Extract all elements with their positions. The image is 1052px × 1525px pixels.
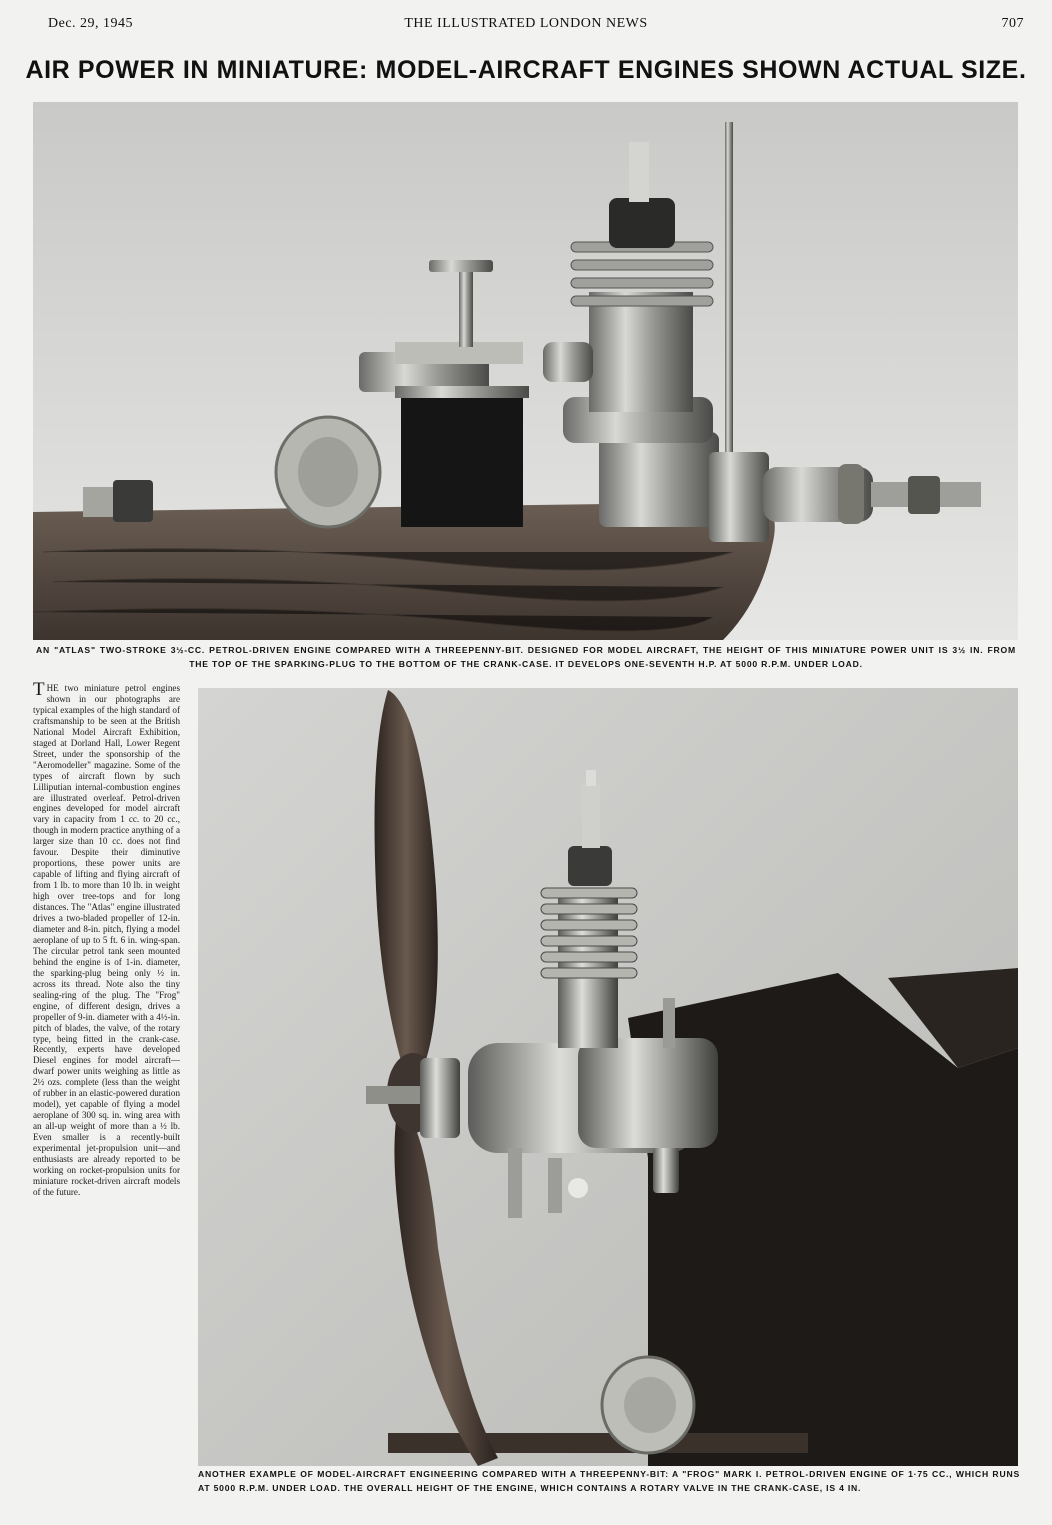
article-text: HE two miniature petrol engines shown in our photographs are typical examples of the high standard of craftsmanship to be seen at the British National Model Aircraft Exhibition, staged at Dorland Hall, Lower Regent Street, under the sponsorship of the "Aeromodeller" magazine. Some of the types of aircraft flown by such Lilliputian internal-combustion engines are illustrated overleaf. Petrol-driven engines developed for model aircraft vary in capacity from 1 cc. to 20 cc., though in modern practice anything of a larger size than 10 cc. does not find favour. Despite their diminutive proportions, these power units are capable of lifting and flying aircraft of from 1 lb. to more than 10 lb. in weight high over tree-tops and for long distances. The "Atlas" engine illustrated drives a two-bladed propeller of 12-in. diameter and 8-in. pitch, flying a model aeroplane of up to 5 ft. 6 in. wing-span. The circular petrol tank seen mounted behind the engine is of 1-in. diameter, the sparking-plug being only ½ in. across its thread. Note also the tiny sealing-ring of the plug. The "Frog" engine, of different design, drives a propeller of 9-in. diameter with a 4½-in. pitch of blades, the valve, of the rotary type, being fitted in the crank-case. Recently, experts have developed Diesel engines for model aircraft—dwarf power units weighing as little as 2½ ozs. complete (less than the weight of rubber in an elastic-powered duration model), yet capable of flying a model aeroplane of 300 sq. in. wing area with an all-up weight of more than a ½ lb. Even smaller is a recently-built experimental jet-propulsion unit—and enthusiasts are already reported to be working on rocket-propulsion units for miniature rocket-driven aircraft models of the future.: [33, 683, 180, 1197]
atlas-engine-photo: [33, 102, 1018, 640]
frog-photo-caption: ANOTHER EXAMPLE OF MODEL-AIRCRAFT ENGINEERING COMPARED WITH A THREEPENNY-BIT: A "FROG" MARK I. PETROL-DRIVEN ENGINE OF 1·75 CC., WHICH RUNS AT 5000 R.P.M. UNDER LOAD. THE OVERALL HEIGHT OF THE ENGINE, WHICH CONTAINS A ROTARY VALVE IN THE CRANK-CASE, IS 4 IN.: [198, 1469, 1020, 1493]
frog-engine-photo: [198, 688, 1018, 1466]
headline: AIR POWER IN MINIATURE: MODEL-AIRCRAFT ENGINES SHOWN ACTUAL SIZE.: [25, 56, 1027, 84]
page-number: 707: [1001, 16, 1024, 31]
issue-date: Dec. 29, 1945: [48, 16, 134, 31]
running-header: [0, 16, 1052, 38]
article-body: [33, 679, 180, 1198]
atlas-photo-caption: AN "ATLAS" TWO-STROKE 3½-CC. PETROL-DRIVEN ENGINE COMPARED WITH A THREEPENNY-BIT. DESIGNED FOR MODEL AIRCRAFT, THE HEIGHT OF THIS MINIATURE POWER UNIT IS 3½ IN. FROM THE TOP OF THE SPARKING-PLUG TO THE BOTTOM OF THE CRANK-CASE. IT DEVELOPS ONE-SEVENTH H.P. AT 5000 R.P.M. UNDER LOAD.: [36, 645, 1016, 669]
publication-title: THE ILLUSTRATED LONDON NEWS: [404, 16, 648, 31]
drop-cap: T: [33, 679, 45, 700]
